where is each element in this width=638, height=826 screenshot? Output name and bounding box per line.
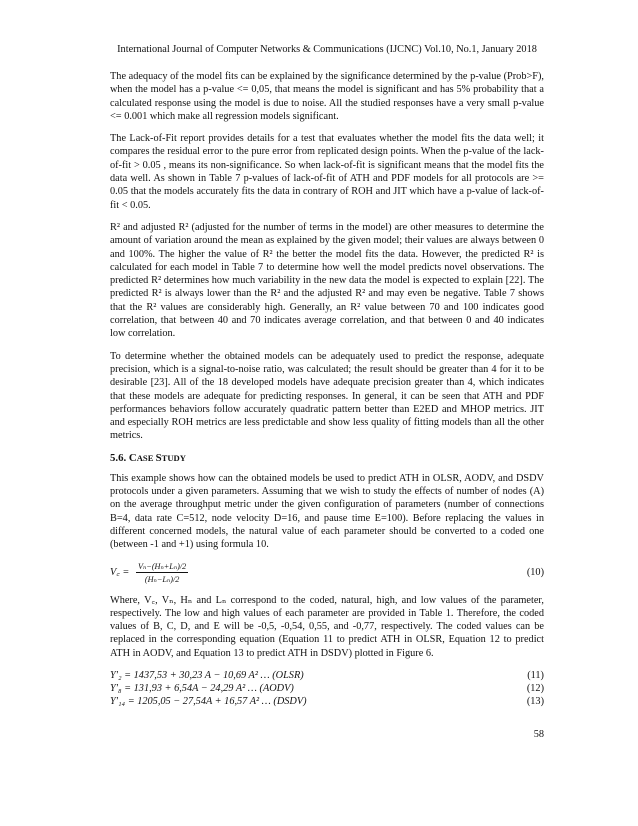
equation-12-body: Y′₈ = 131,93 + 6,54A − 24,29 A² … (AODV) — [110, 682, 294, 694]
paragraph-lack-of-fit: The Lack-of-Fit report provides details for a test that evaluates whether the model fits the data well; it compares the residual error to the pure error from replicated design points. When the p-value of the lack-of-fit > 0.05 , means its non-significance. So when lack-of-fit is significant means that the model fits the data well. As shown in Table 7 p-values of lack-of-fit of ATH and PDF models for all protocols are >= 0.05 that the models accurately fits the data in contrary of ROH and JIT which have a p-value of lack-of-fit < 0.05. — [110, 133, 544, 211]
equation-13-body: Y′₁₄ = 1205,05 − 27,54A + 16,57 A² … (DSDV) — [110, 695, 307, 707]
equation-13-number: (13) — [526, 695, 544, 707]
section-number: 5.6. — [110, 451, 127, 464]
journal-header: International Journal of Computer Networks & Communications (IJCNC) Vol.10, No.1, January 2018 — [117, 44, 537, 55]
paragraph-coded-values: Where, V꜀, Vₙ, Hₙ and Lₙ correspond to the coded, natural, high, and low values of the parameter, respectively. The low and high values of each parameter are provided in Table 1. Therefore, the coded values of B, C, D, and E will be -0,5, -0,54, 0,55, and -0,77, respectively. The coded values can be replaced in the corresponding equation (Equation 11 to predict ATH in OLSR, Equation 12 to predict ATH in AODV, and Equation 13 to predict ATH in DSDV) plotted in Figure 6. — [110, 594, 544, 659]
equation-12 — [110, 682, 544, 695]
equation-10-denominator: (Hₙ−Lₙ)/2 — [144, 574, 180, 584]
equation-11-body: Y′₂ = 1437,53 + 30,23 A − 10,69 A² … (OLSR) — [110, 669, 304, 681]
equation-10-lhs: V꜀ = — [110, 566, 130, 578]
page-number: 58 — [533, 729, 544, 740]
equation-10-numerator: Vₙ−(Hₙ+Lₙ)/2 — [137, 561, 187, 571]
equation-10 — [110, 561, 544, 584]
equation-10-fraction — [136, 561, 188, 584]
paragraph-case-study: This example shows how can the obtained models be used to predict ATH in OLSR, AODV, and DSDV protocols under a given parameters. Assuming that we wish to study the effects of number of nodes (A) on the average throughput metric under the given configuration of parameters (number of connections B=4, data rate C=512, node velocity D=16, and pause time E=100). Before replacing the values in different concerned models, the natural value of each parameter should be converted to a coded one (between -1 and +1) using formula 10. — [110, 472, 544, 551]
page-content — [110, 44, 544, 708]
equation-11 — [110, 669, 544, 682]
equation-12-number: (12) — [526, 682, 544, 694]
section-heading: 5.6. CASE STUDY — [110, 451, 186, 464]
paragraph-r-squared: R² and adjusted R² (adjusted for the number of terms in the model) are other measures to determine the amount of variation around the mean as explained by the given model; their values are always between 0 and 100%. The higher the value of R² the better the model fits the data. However, the predicted R² is calculated for each model in Table 7 to determine how well the model predicts novel observations. The predicted R² determines how much variability in the new data the model is expected to explain [22]. The predicted R² is always lower than the R² and the adjusted R² and may even be negative. Table 7 shows that the R² values are considerably high. Generally, an R² value between 70 and 100 indicates good correlation, that between 40 and 70 indicates average correlation, and that between 0 and 40 indicates low correlation. — [110, 221, 544, 340]
paragraph-adequate-precision: To determine whether the obtained models can be adequately used to predict the response, adequate precision, which is a signal-to-noise ratio, was calculated; the result should be greater than 4 for it to be desirable [23]. All of the 18 developed models have adequate precision greater than 4, which indicates that these models are adequate for predicting responses. In general, it can be seen that ATH and PDF performances behaviors follow accurately quadratic pattern better than E2ED and MHOP metrics. JIT and especially ROH metrics are less predictable and show less quality of fitting models than all the other metrics. — [110, 350, 544, 442]
equation-10-number: (10) — [526, 566, 544, 578]
paragraph-p-value: The adequacy of the model fits can be explained by the significance determined by the p-value (Prob>F), when the model has a p-value <= 0,05, that means the model is significant and has 5% probability that a calculated response using the model is due to noise. All the studied responses have a very small p-value <= 0.001 which make all regression models significant. — [110, 71, 544, 122]
equation-11-number: (11) — [527, 669, 544, 681]
equation-13 — [110, 695, 544, 708]
